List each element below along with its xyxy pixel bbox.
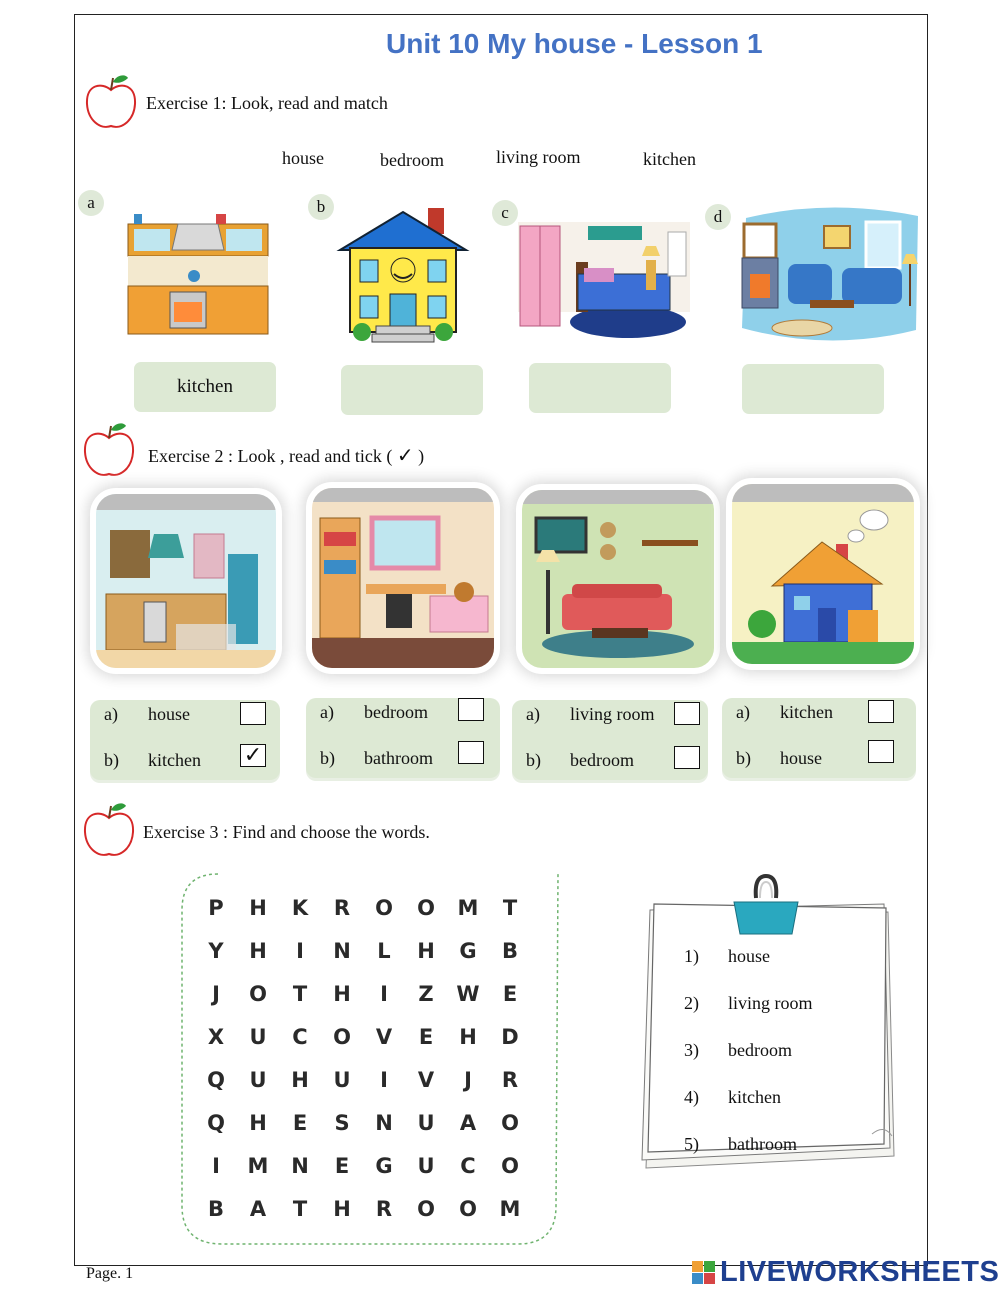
word-search-cell[interactable]: H xyxy=(249,1111,267,1135)
word-search-cell[interactable]: T xyxy=(292,982,308,1006)
word-search-cell[interactable]: G xyxy=(459,939,477,963)
word-search-cell[interactable]: N xyxy=(291,1154,309,1178)
word-search-cell[interactable]: R xyxy=(501,1068,519,1092)
word-bank-item: living room xyxy=(496,147,581,167)
option-word: kitchen xyxy=(148,750,201,770)
word-search-cell[interactable]: C xyxy=(292,1025,308,1049)
word-search-cell[interactable]: Q xyxy=(207,1111,225,1135)
option-label: a) xyxy=(736,702,750,722)
word-list-item-5 xyxy=(684,1134,797,1155)
word-search-cell[interactable]: I xyxy=(212,1154,220,1178)
word-search-cell[interactable]: O xyxy=(459,1197,477,1221)
word-search-cell[interactable]: W xyxy=(456,982,480,1006)
word-search-cell[interactable]: M xyxy=(457,896,479,920)
word-search-cell[interactable]: N xyxy=(333,939,351,963)
item-number: 2) xyxy=(684,993,699,1013)
picture-letter-a: a xyxy=(78,190,104,216)
word-search-cell[interactable]: O xyxy=(375,896,393,920)
item-word: bedroom xyxy=(728,1040,792,1060)
choice-card-3 xyxy=(512,700,708,780)
word-search-cell[interactable]: D xyxy=(501,1025,519,1049)
liveworksheets-icon xyxy=(692,1261,716,1285)
page-number: Page. 1 xyxy=(86,1265,134,1282)
tick-checkbox[interactable] xyxy=(458,741,484,764)
option-label: a) xyxy=(526,704,540,724)
item-number: 5) xyxy=(684,1134,699,1154)
word-search-cell[interactable]: U xyxy=(249,1025,267,1049)
liveworksheets-wordmark: LIVEWORKSHEETS xyxy=(720,1256,1000,1288)
word-search-cell[interactable]: U xyxy=(417,1111,435,1135)
word-search-cell[interactable]: J xyxy=(212,982,220,1006)
item-number: 1) xyxy=(684,946,699,966)
picture-frame-2 xyxy=(306,482,500,674)
option-word: bedroom xyxy=(570,750,634,770)
word-search-cell[interactable]: H xyxy=(333,982,351,1006)
word-search-cell[interactable]: O xyxy=(333,1025,351,1049)
tick-checkbox[interactable] xyxy=(458,698,484,721)
word-search-cell[interactable]: H xyxy=(249,939,267,963)
option-label: b) xyxy=(526,750,541,770)
choice-card-1 xyxy=(90,700,280,780)
exercise3-heading: Exercise 3 : Find and choose the words. xyxy=(143,822,430,842)
bedroom-scene-illustration xyxy=(312,488,494,668)
option-word: bathroom xyxy=(364,748,433,768)
word-search-cell[interactable]: J xyxy=(464,1068,472,1092)
word-search-cell[interactable]: S xyxy=(334,1111,350,1135)
answer-box-a[interactable]: kitchen xyxy=(134,362,276,412)
item-number: 3) xyxy=(684,1040,699,1060)
tick-checkbox[interactable] xyxy=(674,702,700,725)
exercise2-heading-close: ) xyxy=(418,446,425,466)
answer-box-d[interactable] xyxy=(742,364,884,414)
option-label: b) xyxy=(320,748,335,768)
option-word: bedroom xyxy=(364,702,428,722)
word-search-cell[interactable]: V xyxy=(417,1068,435,1092)
tick-checkbox[interactable] xyxy=(240,702,266,725)
exercise2-heading-text: Exercise 2 : Look , read and tick ( xyxy=(148,446,393,466)
word-search-cell[interactable]: I xyxy=(296,939,304,963)
word-search-cell[interactable]: O xyxy=(501,1154,519,1178)
word-search-cell[interactable]: L xyxy=(377,939,391,963)
option-label: a) xyxy=(104,704,118,724)
word-search-cell[interactable]: B xyxy=(207,1197,224,1221)
word-search-cell[interactable]: N xyxy=(375,1111,393,1135)
word-search-cell[interactable]: Z xyxy=(418,982,434,1006)
page-title: Unit 10 My house - Lesson 1 xyxy=(386,28,763,59)
word-list-item-4 xyxy=(684,1087,781,1108)
answer-box-b[interactable] xyxy=(341,365,483,415)
word-search-cell[interactable]: I xyxy=(380,982,388,1006)
exercise2-heading xyxy=(148,443,424,467)
word-search-cell[interactable]: U xyxy=(249,1068,267,1092)
option-word: living room xyxy=(570,704,655,724)
item-number: 4) xyxy=(684,1087,699,1107)
apple-icon xyxy=(80,420,138,480)
tick-checkbox[interactable] xyxy=(868,740,894,763)
tick-checkbox[interactable] xyxy=(674,746,700,769)
word-search-cell[interactable]: E xyxy=(418,1025,434,1049)
word-search-cell[interactable]: E xyxy=(502,982,518,1006)
option-word: house xyxy=(148,704,190,724)
exercise1-heading: Exercise 1: Look, read and match xyxy=(146,93,388,113)
word-search-cell[interactable]: H xyxy=(333,1197,351,1221)
tick-checkbox[interactable] xyxy=(868,700,894,723)
word-search-cell[interactable]: R xyxy=(375,1197,393,1221)
word-search-cell[interactable]: U xyxy=(417,1154,435,1178)
kitchen-scene-illustration xyxy=(96,494,276,668)
option-label: a) xyxy=(320,702,334,722)
tick-checkbox-checked[interactable] xyxy=(240,744,266,767)
bedroom-illustration xyxy=(518,222,690,342)
word-search-cell[interactable]: H xyxy=(417,939,435,963)
word-search-cell[interactable]: O xyxy=(249,982,267,1006)
checkmark-icon: ✓ xyxy=(396,443,414,467)
house-scene-illustration xyxy=(732,484,914,664)
option-word: kitchen xyxy=(780,702,833,722)
picture-frame-1 xyxy=(90,488,282,674)
word-search-cell[interactable]: U xyxy=(333,1068,351,1092)
word-search-cell[interactable]: T xyxy=(292,1197,308,1221)
word-search-cell[interactable]: K xyxy=(291,896,309,920)
picture-frame-4 xyxy=(726,478,920,670)
item-word: kitchen xyxy=(728,1087,781,1107)
word-search-cell[interactable]: H xyxy=(459,1025,477,1049)
item-word: house xyxy=(728,946,770,966)
word-search-cell[interactable]: V xyxy=(375,1025,393,1049)
word-search-cell[interactable]: I xyxy=(380,1068,388,1092)
house-illustration xyxy=(336,204,470,348)
picture-letter-b: b xyxy=(308,194,334,220)
word-search-cell[interactable]: G xyxy=(375,1154,393,1178)
word-search-cell[interactable]: H xyxy=(291,1068,309,1092)
liveworksheets-logo xyxy=(692,1256,999,1289)
option-label: b) xyxy=(104,750,119,770)
word-search-cell[interactable]: Y xyxy=(208,939,224,963)
word-bank-item: bedroom xyxy=(380,150,444,170)
word-search-cell[interactable]: E xyxy=(334,1154,350,1178)
word-search-cell[interactable]: T xyxy=(502,896,518,920)
item-word: bathroom xyxy=(728,1134,797,1154)
word-bank-item: kitchen xyxy=(643,149,696,169)
kitchen-illustration xyxy=(124,210,272,338)
word-bank-item: house xyxy=(282,148,324,168)
word-search-cell[interactable]: O xyxy=(501,1111,519,1135)
word-search-cell[interactable]: M xyxy=(499,1197,521,1221)
choice-card-2 xyxy=(306,698,500,778)
answer-box-c[interactable] xyxy=(529,363,671,413)
word-search-cell[interactable]: B xyxy=(501,939,518,963)
picture-letter-c: c xyxy=(492,200,518,226)
word-search-cell[interactable]: Q xyxy=(207,1068,225,1092)
choice-card-4 xyxy=(722,698,916,778)
picture-letter-d: d xyxy=(705,204,731,230)
word-search-cell[interactable]: X xyxy=(207,1025,225,1049)
item-word: living room xyxy=(728,993,813,1013)
apple-icon xyxy=(82,72,140,132)
word-search-cell[interactable]: A xyxy=(249,1197,267,1221)
word-search-cell[interactable]: O xyxy=(417,1197,435,1221)
word-list-item-2 xyxy=(684,993,813,1014)
word-search-cell[interactable]: R xyxy=(333,896,351,920)
word-search-cell[interactable]: C xyxy=(460,1154,476,1178)
checkmark-icon: ✓ xyxy=(243,742,263,767)
paper-clip-icon xyxy=(730,872,802,938)
living-room-scene-illustration xyxy=(522,490,714,668)
option-word: house xyxy=(780,748,822,768)
word-list-item-3 xyxy=(684,1040,792,1061)
word-list-item-1 xyxy=(684,946,770,967)
word-search-cell[interactable]: P xyxy=(208,896,224,920)
living-room-illustration xyxy=(734,204,924,346)
word-search-cell[interactable]: E xyxy=(292,1111,308,1135)
word-search-cell[interactable]: A xyxy=(459,1111,477,1135)
word-search-cell[interactable]: O xyxy=(417,896,435,920)
word-search-cell[interactable]: M xyxy=(247,1154,269,1178)
picture-frame-3 xyxy=(516,484,720,674)
word-search-cell[interactable]: H xyxy=(249,896,267,920)
apple-icon xyxy=(80,800,138,860)
option-label: b) xyxy=(736,748,751,768)
